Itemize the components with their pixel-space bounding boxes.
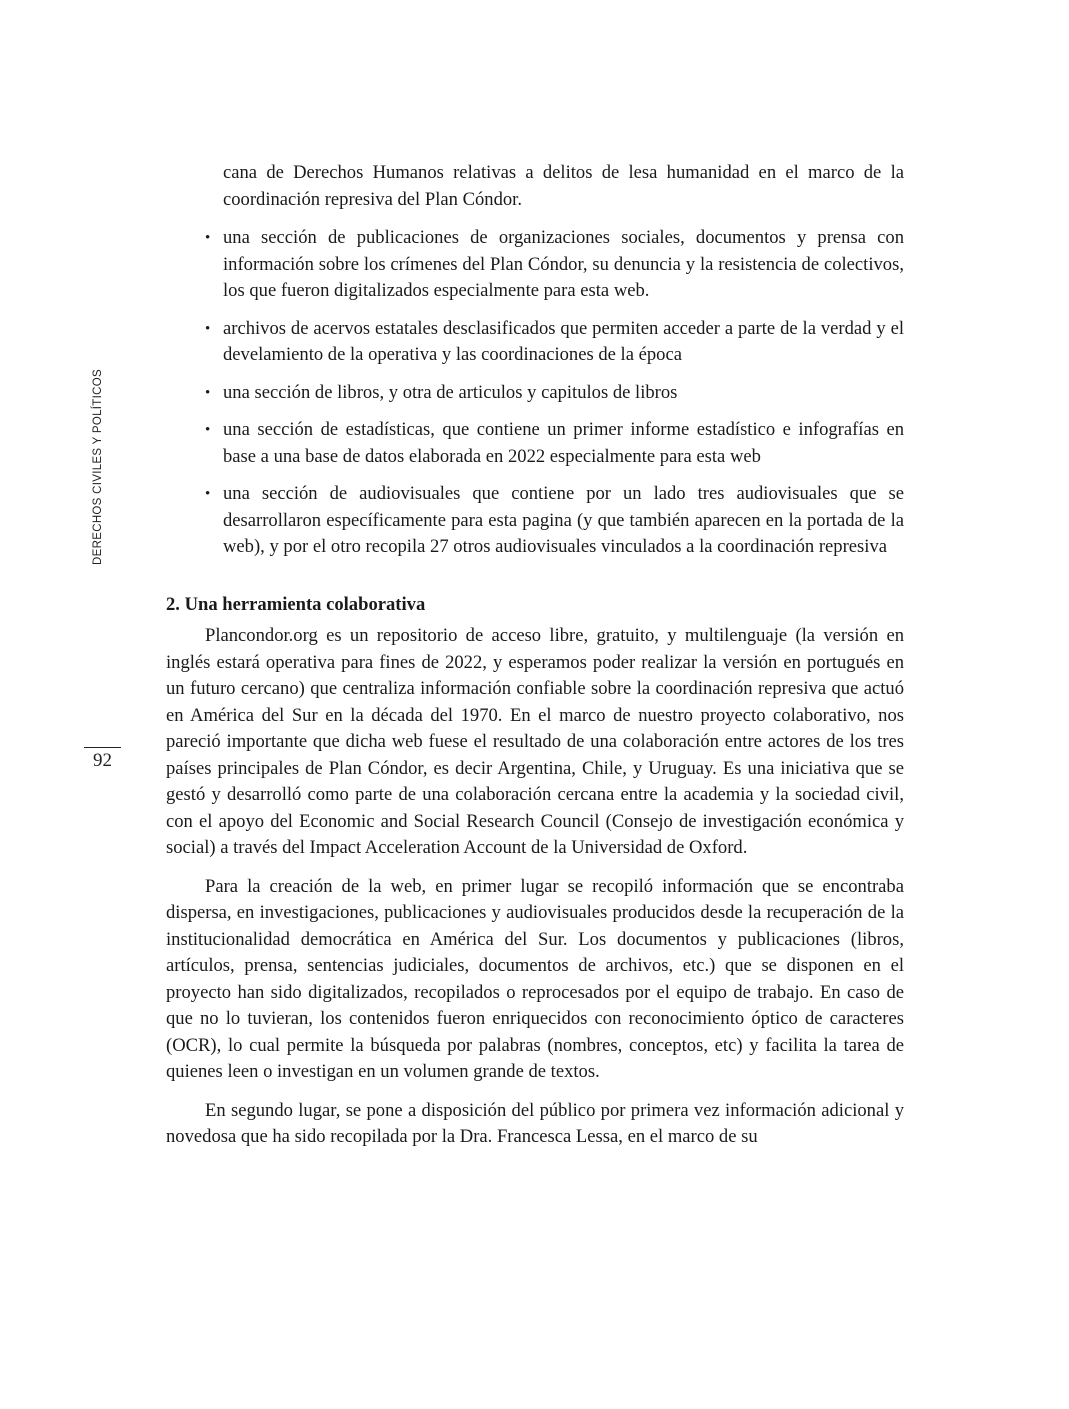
list-item: [166, 481, 904, 561]
bullet-icon: •: [205, 320, 211, 337]
list-item-text: cana de Derechos Humanos relativas a delitos de lesa humanidad en el marco de la coordinación represiva del Plan Cóndor.: [223, 162, 904, 210]
list-item: [166, 225, 904, 305]
body-paragraph: Plancondor.org es un repositorio de acceso libre, gratuito, y multilenguaje (la versión en inglés estará operativa para fines de 2022, y esperamos poder realizar la versión en portugués en un futuro cercano) que centraliza información confiable sobre la coordinación represiva que actuó en América del Sur en la década del 1970. En el marco de nuestro proyecto colaborativo, nos pareció importante que dicha web fuese el resultado de una colaboración entre actores de los tres países principales de Plan Cóndor, es decir Argentina, Chile, y Uruguay. Es una iniciativa que se gestó y desarrolló como parte de una colaboración cercana entre la academia y la sociedad civil, con el apoyo del Economic and Social Research Council (Consejo de investigación económica y social) a través del Impact Acceleration Account de la Universidad de Oxford.: [166, 625, 904, 858]
list-item: [166, 316, 904, 369]
list-item: [166, 417, 904, 470]
list-item-text: una sección de estadísticas, que contiene un primer informe estadístico e infografías en base a una base de datos elaborada en 2022 especialmente para esta web: [223, 419, 904, 467]
page-body: [166, 160, 904, 1151]
body-paragraph: En segundo lugar, se pone a disposición del público por primera vez información adicional y novedosa que ha sido recopilada por la Dra. Francesca Lessa, en el marco de su: [166, 1099, 904, 1147]
list-item-text: una sección de libros, y otra de articulos y capitulos de libros: [223, 381, 678, 403]
section-heading: 2. Una herramienta colaborativa: [166, 593, 426, 615]
bullet-icon: •: [205, 384, 211, 401]
bullet-icon: •: [205, 230, 211, 246]
bullet-icon: •: [205, 422, 211, 438]
page-number-rule: [84, 747, 121, 748]
list-item: [166, 380, 904, 407]
list-item-text: archivos de acervos estatales desclasificados que permiten acceder a parte de la verdad y el develamiento de la operativa y las coordinaciones de la época: [223, 317, 904, 365]
body-paragraph: Para la creación de la web, en primer lugar se recopiló información que se encontraba dispersa, en investigaciones, publicaciones y audiovisuales producidos desde la recuperación de la institucionalidad democrática en América del Sur. Los documentos y publicaciones (libros, artículos, prensa, sentencias judiciales, documentos de archivos, etc.) que se disponen en el proyecto han sido digitalizados, recopilados o reprocesados por el equipo de trabajo. En caso de que no lo tuvieran, los contenidos fueron enriquecidos con reconocimiento óptico de caracteres (OCR), lo cual permite la búsqueda por palabras (nombres, conceptos, etc) y facilita la tarea de quienes leen o investigan en un volumen grande de textos.: [166, 875, 904, 1082]
page-number: 92: [93, 750, 112, 771]
bullet-icon: •: [205, 486, 211, 502]
list-item-text: una sección de audiovisuales que contiene por un lado tres audiovisuales que se desarrollaron específicamente para esta pagina (y que también aparecen en la portada de la web), y por el otro recopila 27 otros audiovisuales vinculados a la coordinación represiva: [223, 483, 904, 557]
running-header-vertical: DERECHOS CIVILES Y POLÍTICOS: [92, 369, 104, 565]
list-item-continuation: [166, 160, 904, 213]
feature-list: [166, 160, 904, 561]
list-item-text: una sección de publicaciones de organizaciones sociales, documentos y prensa con información sobre los crímenes del Plan Cóndor, su denuncia y la resistencia de colectivos, los que fueron digitalizados especialmente para esta web.: [223, 227, 904, 301]
